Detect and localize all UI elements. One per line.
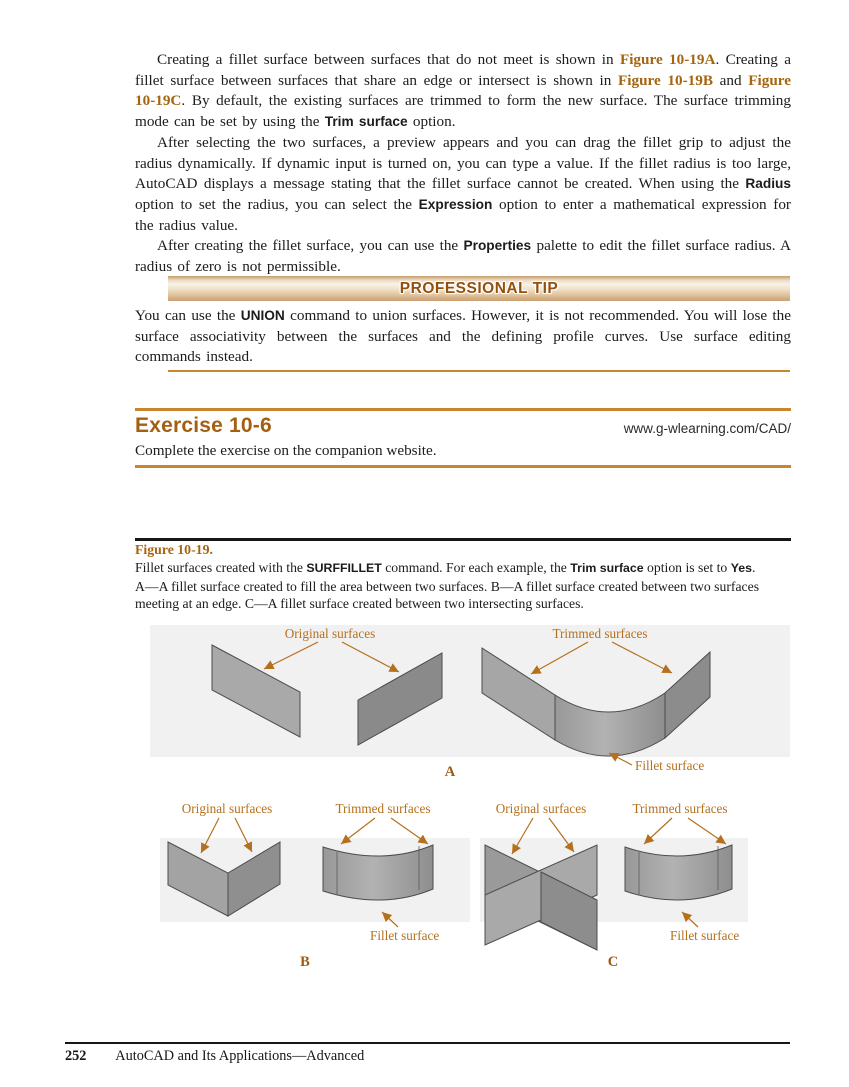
panel-letter-c: C	[607, 954, 619, 970]
figure-caption-rule	[135, 538, 791, 541]
professional-tip-title: PROFESSIONAL TIP	[399, 279, 559, 297]
exercise-top-rule	[135, 408, 791, 411]
figure-diagram	[135, 625, 790, 975]
label-original-surfaces-a: Original surfaces	[284, 626, 376, 641]
paragraph-1: Creating a fillet surface between surfaces that do not meet is shown in Figure 10-19A. Creating a fillet surface between surfaces that share an edge or intersect is shown in Figure 10-19B and Figure 10-19C. By default, the existing surfaces are trimmed to form the new surface. The surface trimming mode can be set by using the Trim surface option.	[135, 51, 792, 131]
professional-tip-body: You can use the UNION command to union surfaces. However, it is not recommended. You will lose the surface associativity between the surfaces and the defining profile curves. Use surface editing commands instead.	[135, 307, 791, 366]
page-footer	[65, 1048, 364, 1065]
exercise-title: Exercise 10-6	[135, 414, 272, 437]
body-text	[135, 50, 791, 278]
exercise-url: www.g-wlearning.com/CAD/	[623, 421, 791, 436]
panel-c-original-surfaces	[485, 801, 597, 950]
professional-tip-banner	[168, 276, 790, 301]
figure-caption: Fillet surfaces created with the SURFFILLET command. For each example, the Trim surface option is set to Yes. A—A fillet surface created to fill the area between two surfaces. B—A fillet surface created between two surfaces meeting at an edge. C—A fillet surface created between two intersecting surfaces.	[135, 560, 760, 612]
book-title: AutoCAD and Its Applications—Advanced	[115, 1048, 365, 1064]
label-original-surfaces-b: Original surfaces	[181, 801, 273, 816]
label-fillet-surface-b: Fillet surface	[370, 928, 440, 943]
label-fillet-surface-c: Fillet surface	[670, 928, 740, 943]
tip-bottom-rule	[168, 370, 790, 372]
panel-letter-b: B	[300, 954, 310, 970]
paragraph-2: After selecting the two surfaces, a preview appears and you can drag the fillet grip to adjust the radius dynamically. If dynamic input is turned on, you can type a value. If the fillet radius is too large, AutoCAD displays a message stating that the fillet surface cannot be created. When using the Radius option to set the radius, you can select the Expression option to enter a mathematical expression for the radius value.	[135, 133, 791, 234]
label-trimmed-surfaces-a: Trimmed surfaces	[552, 626, 648, 641]
exercise-bottom-rule	[135, 465, 791, 468]
footer-rule	[65, 1042, 790, 1044]
exercise-instruction: Complete the exercise on the companion website.	[135, 442, 437, 459]
label-original-surfaces-c: Original surfaces	[495, 801, 587, 816]
label-trimmed-surfaces-c: Trimmed surfaces	[632, 801, 728, 816]
figure-label: Figure 10-19.	[135, 542, 213, 557]
page-number: 252	[65, 1048, 87, 1064]
label-fillet-surface-a: Fillet surface	[635, 758, 705, 773]
panel-letter-a: A	[444, 764, 456, 780]
paragraph-3: After creating the fillet surface, you can use the Properties palette to edit the fillet surface radius. A radius of zero is not permissible.	[135, 237, 791, 276]
label-trimmed-surfaces-b: Trimmed surfaces	[335, 801, 431, 816]
